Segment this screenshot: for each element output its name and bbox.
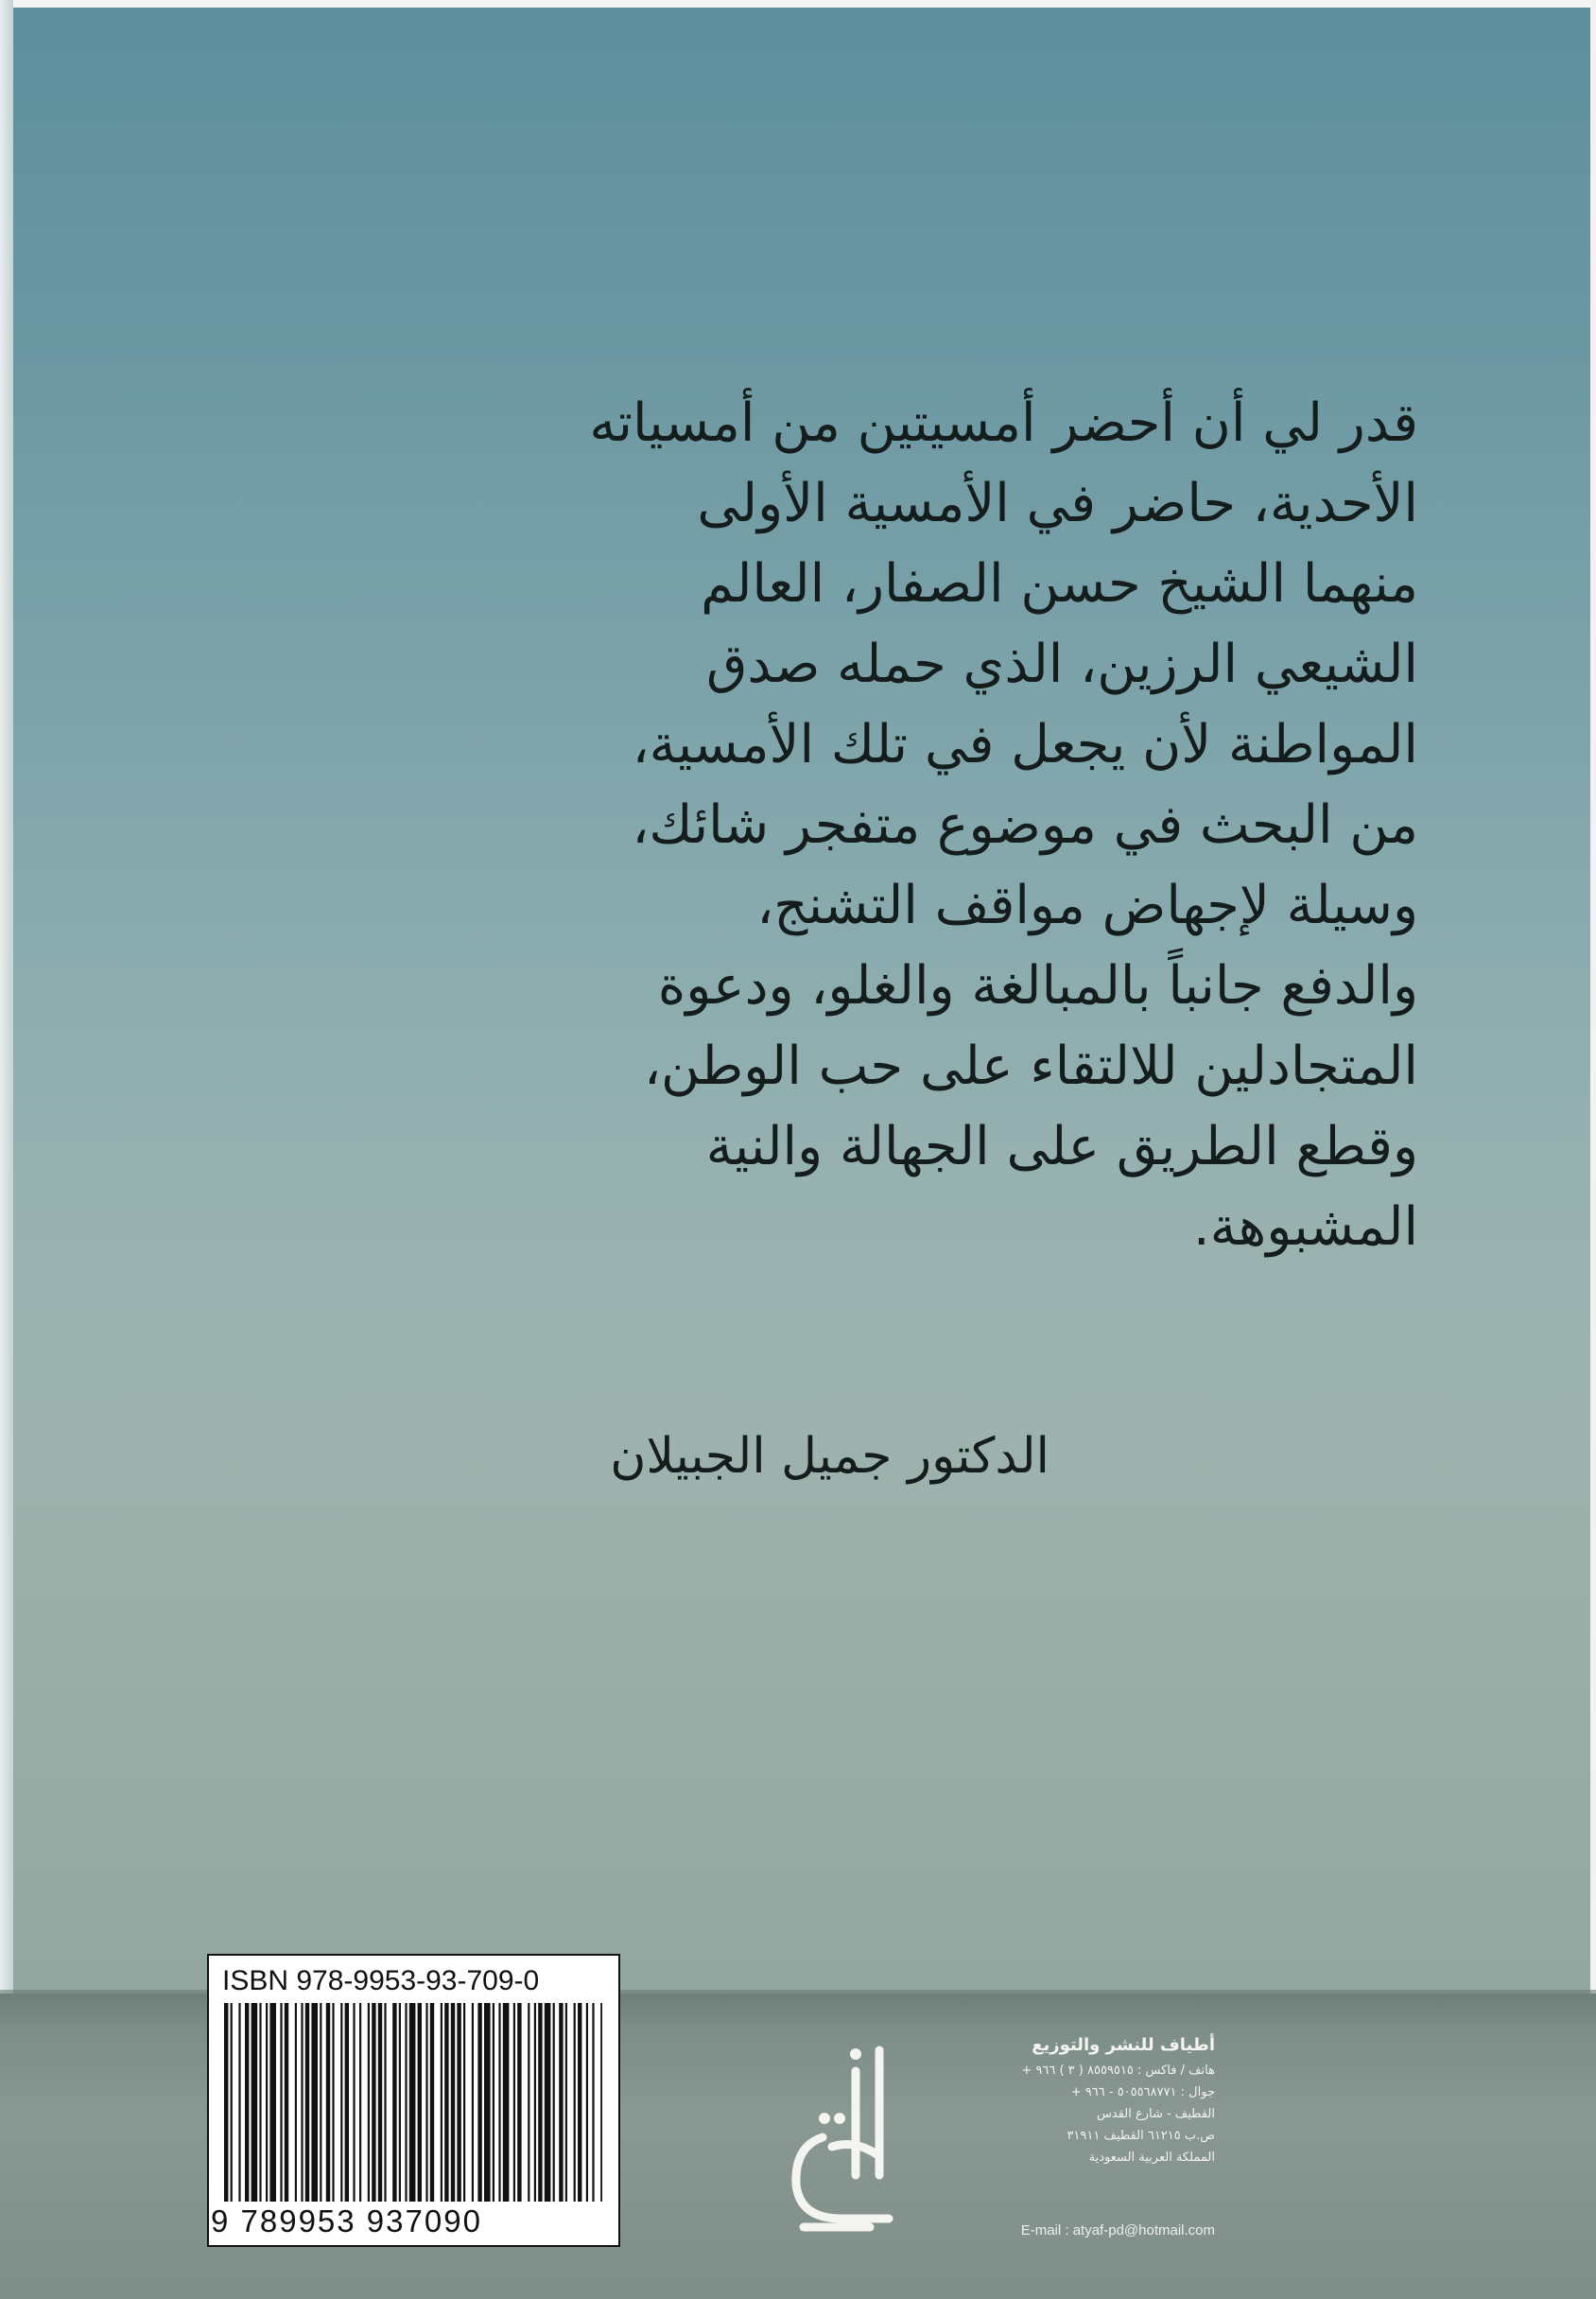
blurb-line: والدفع جانباً بالمبالغة والغلو، ودعوة xyxy=(657,955,1418,1017)
publisher-info-line: القطيف - شارع القدس xyxy=(1096,2107,1215,2121)
barcode-bar xyxy=(441,2003,442,2202)
barcode-bar xyxy=(498,2003,500,2202)
barcode-bar xyxy=(266,2003,268,2202)
publisher-info-line: المملكة العربية السعودية xyxy=(1088,2151,1215,2165)
isbn-barcode xyxy=(207,1954,620,2247)
barcode-bar xyxy=(574,2003,576,2202)
barcode-bar xyxy=(477,2003,481,2202)
barcode-bar xyxy=(280,2003,282,2202)
barcode-bar xyxy=(368,2003,370,2202)
barcode-bar xyxy=(372,2003,375,2202)
barcode-bars xyxy=(224,2003,602,2202)
barcode-bar xyxy=(565,2003,567,2202)
barcode-bar xyxy=(578,2003,581,2202)
blurb-line: الأحدية، حاضر في الأمسية الأولى xyxy=(697,473,1418,534)
barcode-bar xyxy=(451,2003,455,2202)
barcode-bar xyxy=(285,2003,288,2202)
barcode-bar xyxy=(345,2003,349,2202)
atyaf-calligraphy-logo-icon xyxy=(766,2033,917,2241)
barcode-bar xyxy=(553,2003,555,2202)
barcode-bar xyxy=(538,2003,542,2202)
blurb-line: قدر لي أن أحضر أمسيتين من أمسياته xyxy=(589,392,1418,454)
page-left-edge xyxy=(0,0,13,2299)
barcode-bar xyxy=(332,2003,334,2202)
barcode-bar xyxy=(231,2003,233,2202)
barcode-bar xyxy=(592,2003,594,2202)
isbn-label: ISBN 978-9953-93-709-0 xyxy=(222,1965,540,1996)
barcode-bar xyxy=(405,2003,407,2202)
publisher-info-line: جوال : ٥٠٥٥٦٨٧٧١ - ٩٦٦ + xyxy=(1070,2085,1215,2099)
barcode-bar xyxy=(444,2003,448,2202)
barcode-bar xyxy=(503,2003,510,2202)
barcode-bar xyxy=(378,2003,382,2202)
blurb-line: وسيلة لإجهاض مواقف التشنج، xyxy=(756,875,1418,936)
blurb-text xyxy=(586,383,1418,1267)
publisher-info-line: ص.ب ٦١٢١٥ القطيف ٣١٩١١ xyxy=(1067,2129,1215,2143)
barcode-bar xyxy=(425,2003,427,2202)
barcode-bar xyxy=(513,2003,515,2202)
barcode-bar xyxy=(600,2003,602,2202)
barcode-digits: 9 789953 937090 xyxy=(211,2203,482,2238)
barcode-bar xyxy=(238,2003,240,2202)
barcode-bar xyxy=(326,2003,330,2202)
barcode-bar xyxy=(245,2003,249,2202)
blurb-line: من البحث في موضوع متفجر شائك، xyxy=(632,794,1418,856)
barcode-bar xyxy=(224,2003,228,2202)
blurb-line: المتجادلين للالتقاء على حب الوطن، xyxy=(643,1036,1418,1097)
blurb-line: الشيعي الرزين، الذي حمله صدق xyxy=(705,634,1418,695)
barcode-bar xyxy=(301,2003,303,2202)
barcode-bar xyxy=(493,2003,494,2202)
page-top-edge xyxy=(0,0,1596,8)
barcode-bar xyxy=(545,2003,551,2202)
barcode-bar xyxy=(484,2003,491,2202)
barcode-bar xyxy=(340,2003,342,2202)
barcode-bar xyxy=(269,2003,276,2202)
publisher-name: أطياف للنشر والتوزيع xyxy=(1032,2035,1215,2055)
publisher-info-line: هاتف / فاكس : ٨٥٥٩٥١٥ ( ٣ ) ٩٦٦ + xyxy=(1021,2064,1215,2078)
barcode-bar xyxy=(259,2003,261,2202)
blurb-line: المواطنة لأن يجعل في تلك الأمسية، xyxy=(632,714,1418,775)
barcode-bar xyxy=(528,2003,529,2202)
barcode-bar xyxy=(353,2003,355,2202)
blurb-line: وقطع الطريق على الجهالة والنية xyxy=(705,1116,1418,1177)
barcode-bar xyxy=(559,2003,563,2202)
barcode-bar xyxy=(457,2003,460,2202)
barcode-bar xyxy=(305,2003,309,2202)
barcode-bar xyxy=(418,2003,422,2202)
barcode-bar xyxy=(384,2003,386,2202)
blurb-line: منهما الشيخ حسن الصفار، العالم xyxy=(701,553,1418,615)
barcode-bar xyxy=(409,2003,416,2202)
page-right-edge xyxy=(1590,0,1596,2299)
barcode-bar xyxy=(392,2003,396,2202)
barcode-bar xyxy=(463,2003,465,2202)
blurb-line: المشبوهة. xyxy=(1192,1196,1418,1258)
author-signature: الدكتور جميل الجبيلان xyxy=(610,1428,1050,1485)
barcode-bar xyxy=(295,2003,297,2202)
barcode-bar xyxy=(517,2003,521,2202)
barcode-bar xyxy=(399,2003,401,2202)
barcode-bar xyxy=(586,2003,588,2202)
barcode-bar xyxy=(430,2003,434,2202)
publisher-email: E-mail : atyaf-pd@hotmail.com xyxy=(1020,2222,1215,2238)
barcode-bar xyxy=(472,2003,474,2202)
barcode-bar xyxy=(320,2003,321,2202)
publisher-contact xyxy=(922,2031,1215,2168)
barcode-bar xyxy=(359,2003,361,2202)
barcode-bar xyxy=(534,2003,536,2202)
barcode-bar xyxy=(252,2003,258,2202)
barcode-bar xyxy=(311,2003,318,2202)
